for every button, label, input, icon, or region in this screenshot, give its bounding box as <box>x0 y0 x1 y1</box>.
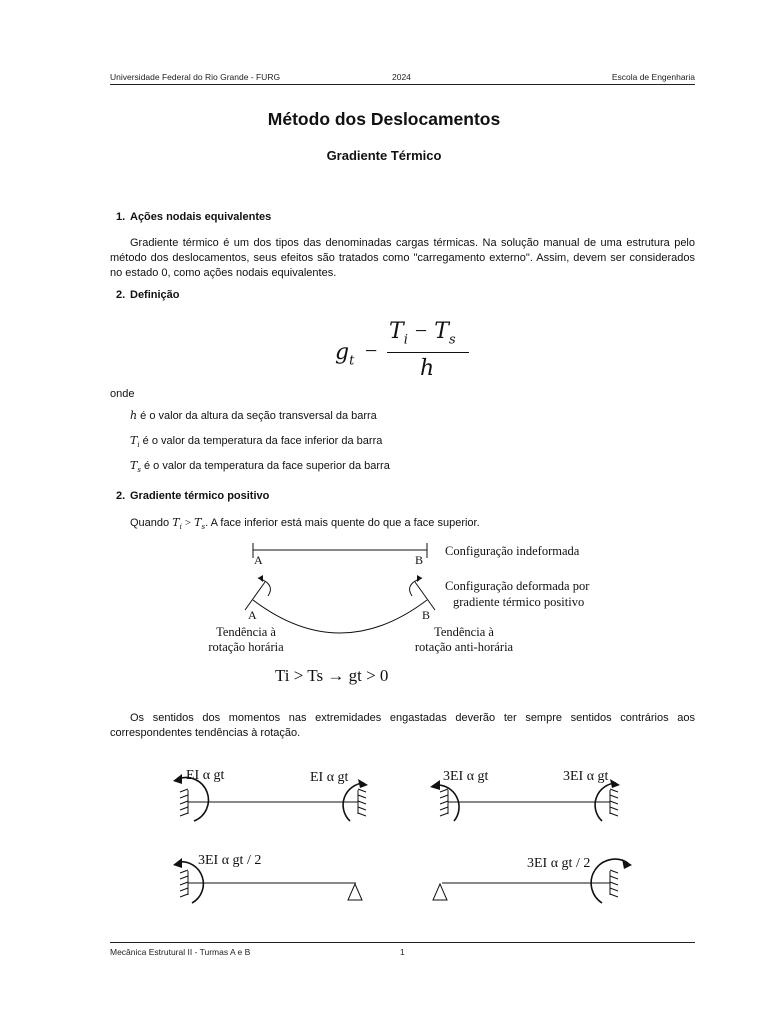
counterclockwise-arrowhead <box>417 575 422 582</box>
moment-label-bl: 3EI α gt / 2 <box>198 853 262 868</box>
pin-support-right <box>348 884 362 900</box>
moment-label-tl-right: EI α gt <box>310 770 349 785</box>
deformed-label-a: A <box>248 608 257 622</box>
section-2-heading <box>116 289 180 301</box>
formula-numerator: $T_i - T_s$ <box>389 318 456 348</box>
thermal-deformation-figure <box>200 538 600 698</box>
deformed-caption-1: Configuração deformada por <box>445 579 590 593</box>
section-2-title: Definição <box>130 289 180 301</box>
undeformed-label-b: B <box>415 553 424 567</box>
pin-support-left <box>433 884 447 900</box>
moment-label-tl-left: EI α gt <box>186 768 225 783</box>
deformed-end-b <box>415 582 435 610</box>
footer-left: Mecânica Estrutural II - Turmas A e B <box>110 947 251 957</box>
end-moments-figure <box>170 755 640 910</box>
tendency-right-1: Tendência à <box>434 625 494 639</box>
fixed-pinned-case <box>173 853 362 903</box>
fixed-fixed-3ei-case <box>430 769 620 821</box>
def-ts: $T_s$ é o valor da temperatura da face superior da barra <box>130 459 390 475</box>
formula-fraction-bar <box>387 352 469 353</box>
def-h: h é o valor da altura da seção transversal da barra <box>130 409 377 422</box>
moment-label-tr-left: 3EI α gt <box>443 769 489 784</box>
section-3-title: Gradiente térmico positivo <box>130 490 270 502</box>
moment-label-tr-right: 3EI α gt <box>563 769 609 784</box>
moment-arrowhead-left-3 <box>173 858 182 868</box>
gradient-relation: Ti > Ts → gt > 0 <box>275 666 389 685</box>
section-1-heading <box>116 211 272 223</box>
moment-arrowhead-left <box>173 774 182 784</box>
onde-label: onde <box>110 388 135 400</box>
header-rule <box>110 84 695 85</box>
section-3-body: Os sentidos dos momentos nas extremidades engastadas deverão ter sempre sentidos contrários aos correspondentes tendências à rotação. <box>110 712 695 739</box>
fixed-support-right <box>358 789 366 816</box>
formula-denominator: h <box>420 356 435 381</box>
deformed-caption-2: gradiente térmico positivo <box>453 595 585 609</box>
clockwise-arrowhead <box>258 575 263 582</box>
gradient-formula <box>335 318 485 388</box>
header-year: 2024 <box>392 72 411 82</box>
tendency-right-2: rotação anti-horária <box>414 640 514 654</box>
fixed-support-right-2 <box>610 789 618 816</box>
moment-label-br: 3EI α gt / 2 <box>527 856 591 871</box>
deformed-label-b: B <box>422 608 431 622</box>
undeformed-label-a: A <box>254 553 263 567</box>
page-title: Método dos Deslocamentos <box>267 109 501 129</box>
section-1-body: Gradiente térmico é um dos tipos das denominadas cargas térmicas. Na solução manual de uma estrutura pelo método dos deslocamentos, seus efeitos são tratados como "carregamento externo". Assim, devem ser considerados no estado 0, como ações nodais equivalentes. <box>110 237 695 279</box>
section-2-number: 2. <box>116 289 126 301</box>
moment-arrow-left <box>178 778 208 821</box>
moment-arrowhead-right-4 <box>622 859 632 869</box>
section-3-heading <box>116 490 270 502</box>
section-3-intro: Quando $T_i > T_s$. A face inferior está mais quente do que a face superior. <box>130 516 480 532</box>
def-ti: $T_i$ é o valor da temperatura da face inferior da barra <box>130 434 383 450</box>
header-right: Escola de Engenharia <box>611 72 695 82</box>
deformed-end-a <box>245 582 265 610</box>
footer-rule <box>110 942 695 943</box>
counterclockwise-arrow <box>410 578 422 596</box>
fixed-support-left-3 <box>180 870 188 897</box>
formula-equals: − <box>365 338 378 363</box>
page-subtitle: Gradiente Térmico <box>326 148 442 163</box>
page-number: 1 <box>400 947 405 957</box>
section-1-title: Ações nodais equivalentes <box>130 211 272 223</box>
fixed-support-left-2 <box>440 789 448 816</box>
formula-lhs: $g_t$ <box>335 340 355 369</box>
section-1-number: 1. <box>116 211 126 223</box>
fixed-support-left <box>180 789 188 816</box>
clockwise-arrow <box>258 578 270 596</box>
moment-arrowhead-right <box>358 779 368 788</box>
tendency-left-2: rotação horária <box>208 640 284 654</box>
tendency-left-1: Tendência à <box>216 625 276 639</box>
section-3-number: 2. <box>116 490 126 502</box>
header-left: Universidade Federal do Rio Grande - FURG <box>110 72 281 82</box>
moment-arrowhead-left-2 <box>430 780 440 790</box>
pinned-fixed-case <box>433 856 632 903</box>
undeformed-caption: Configuração indeformada <box>445 544 580 558</box>
fixed-support-right-4 <box>610 870 618 897</box>
moment-arrowhead-right-2 <box>610 779 620 788</box>
fixed-fixed-case <box>173 768 368 821</box>
deformed-beam <box>253 600 427 633</box>
